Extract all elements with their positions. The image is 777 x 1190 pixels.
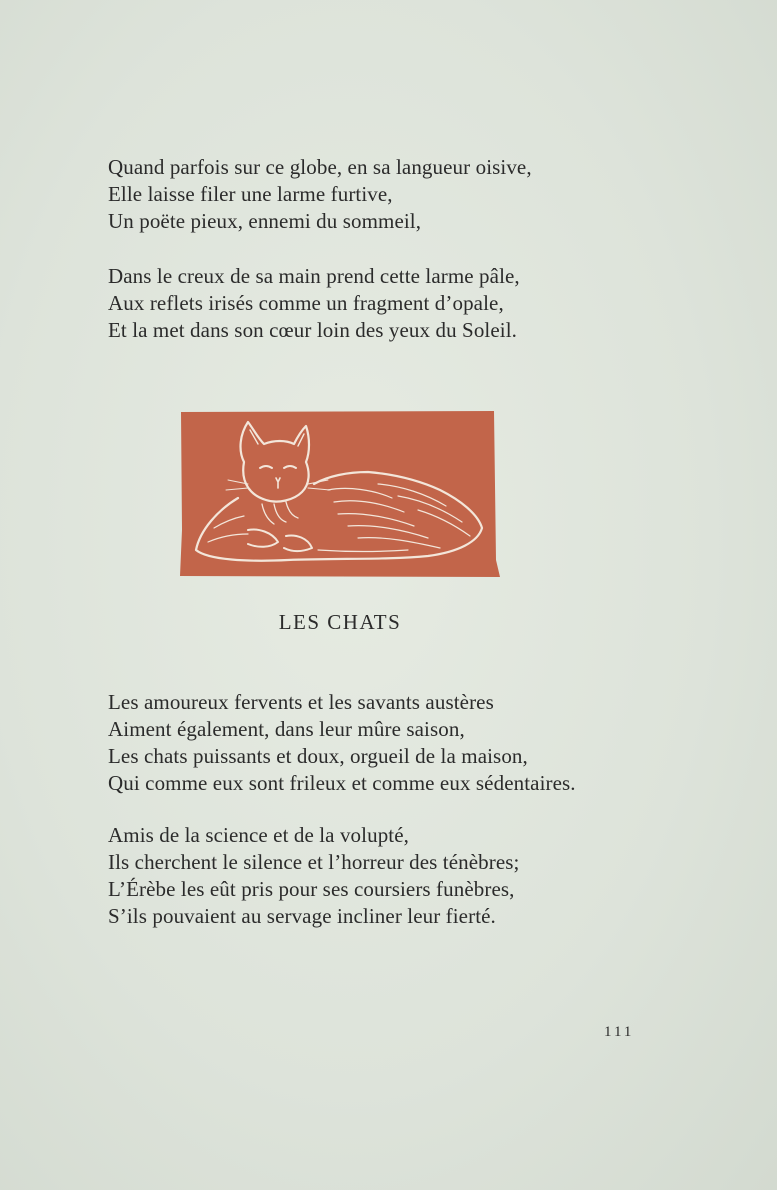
page-number: 111 bbox=[604, 1024, 635, 1040]
verse-line: Et la met dans son cœur loin des yeux du Soleil. bbox=[108, 318, 517, 342]
verse-line: Qui comme eux sont frileux et comme eux sédentaires. bbox=[108, 771, 576, 795]
woodcut-ink-block bbox=[180, 411, 500, 577]
verse-line: Dans le creux de sa main prend cette larme pâle, bbox=[108, 264, 520, 288]
stanza-4 bbox=[108, 822, 520, 930]
verse-line: S’ils pouvaient au servage incliner leur fierté. bbox=[108, 904, 496, 928]
verse-line: Elle laisse filer une larme furtive, bbox=[108, 182, 393, 206]
verse-line: L’Érèbe les eût pris pour ses coursiers funèbres, bbox=[108, 877, 515, 901]
verse-line: Aiment également, dans leur mûre saison, bbox=[108, 717, 465, 741]
verse-line: Aux reflets irisés comme un fragment d’opale, bbox=[108, 291, 504, 315]
stanza-2 bbox=[108, 263, 520, 344]
verse-line: Les chats puissants et doux, orgueil de la maison, bbox=[108, 744, 528, 768]
verse-line: Les amoureux fervents et les savants austères bbox=[108, 690, 494, 714]
cat-woodcut-illustration bbox=[178, 410, 502, 578]
verse-line: Un poëte pieux, ennemi du sommeil, bbox=[108, 209, 422, 233]
stanza-1 bbox=[108, 154, 532, 235]
verse-line: Quand parfois sur ce globe, en sa langueur oisive, bbox=[108, 155, 532, 179]
stanza-3 bbox=[108, 689, 576, 797]
poem-title: LES CHATS bbox=[278, 610, 402, 634]
verse-line: Ils cherchent le silence et l’horreur des ténèbres; bbox=[108, 850, 520, 874]
verse-line: Amis de la science et de la volupté, bbox=[108, 823, 409, 847]
